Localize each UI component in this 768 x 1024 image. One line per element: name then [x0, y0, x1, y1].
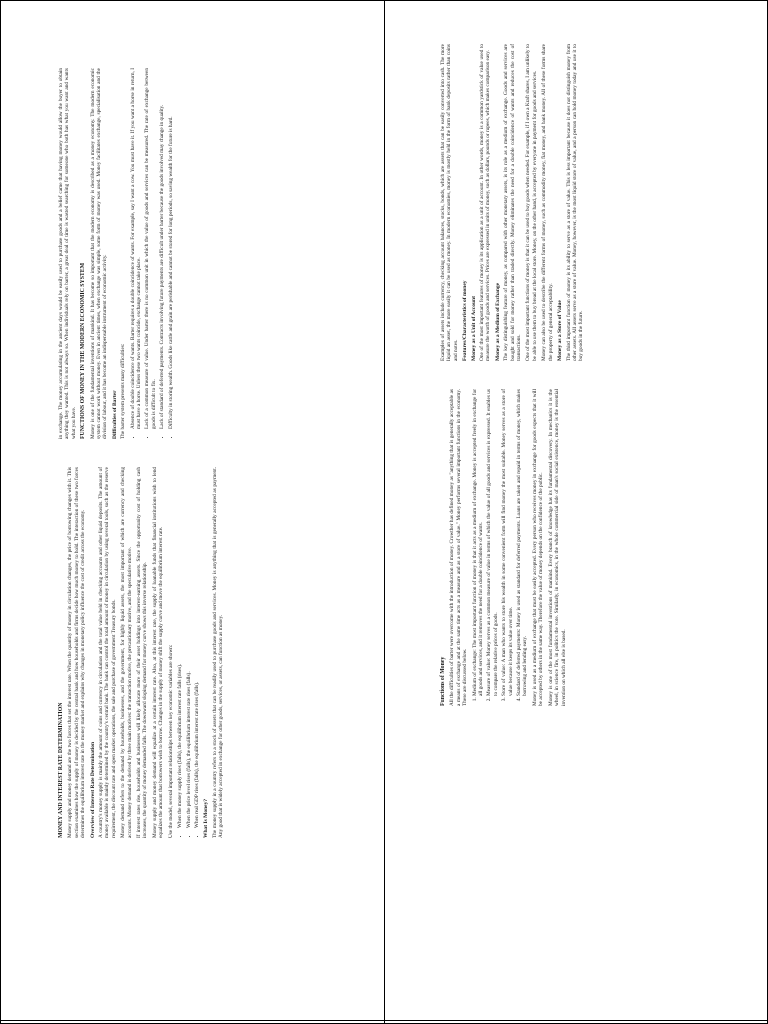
paragraph: The barter system presents many difficulties:: [120, 343, 127, 439]
page-divider-horizontal: [0, 1020, 768, 1021]
right-page-column-1: [440, 389, 730, 706]
paragraph: in exchange. The money accumulating in the ancient days would be easily used to purchase goods and a belief came that having money would allow the buyer to obtain anything they wanted. This is not always so. When individuals rely on barter, a great deal of time is wasted searching for someone who both has what you want and wants what you have.: [58, 68, 77, 439]
numbered-list: [472, 389, 529, 706]
paragraph: Money can also be used to describe the different forms of money, such as commodity money, fiat money, and bank money. All of these forms share the property of general acceptability.: [541, 44, 554, 361]
list-item: 3. Store of value: A man who wants to store his wealth in some convenient form will find money the most suitable. Money serves as a store of value because it keeps its value over time.: [501, 389, 514, 696]
right-page-column-2: [440, 44, 730, 361]
list-item: • When the price level rises (falls), the equilibrium interest rate rises (falls).: [186, 467, 192, 828]
paragraph: A country's money supply is mainly the amount of coins and currency in circulation and the total value held in checking accounts and other liquid deposits. The amount of money available is mainly determined by the country's central bank. The bank can control the total amount of money in circulation by using several tools, such as the reserve requirement, the discount rate and open market operations, the sale and purchase of government Treasury bonds.: [98, 467, 117, 838]
list-item: • Lack of standard of deferred payments. Contracts involving future payments are difficult under barter because the goods involved may change in quality.: [159, 68, 165, 429]
page-divider-vertical: [384, 0, 385, 1024]
paragraph: Use the model, several important relationships between key economic variables are shown:: [167, 644, 174, 838]
section-heading: FUNCTIONS OF MONEY IN THE MODERN ECONOMIC SYSTEM: [80, 262, 87, 439]
paragraph: Money demand refers to the demand by households, businesses, and the government, for highly liquid assets, the most important of which are currency and checking accounts. Money demand is derived by three main motives: the transaction motive, the precautionary motive, and the speculative motive.: [120, 467, 133, 838]
list-item: • Absence of double coincidence of wants. Barter requires a double coincidence of wants. For example, say I want a cow. You must have it. If you want a horse in return, I must have a horse. Unless these two wants coincide, exchange cannot take place.: [130, 68, 143, 429]
section-heading: MONEY AND INTEREST RATE DETERMINATION: [58, 702, 64, 838]
paragraph: Money supply and money demand will equalize at a certain interest rate. Also, at this interest rate, the supply of loanable funds that financial institutions wish to lend equalizes the amount that borrowers wish to borrow. Changes in the supply of money shift the supply curve and move the equilibrium interest rate.: [151, 467, 165, 838]
list-item: • Lack of a common measure of value. Under barter there is no common unit in which the value of goods and services can be measured. The rate of exchange between goods is difficult to fix.: [144, 68, 157, 429]
paragraph: Money supply and money demand are the two forces that set the interest rate. When the quantity of money in circulation changes, the price of borrowing changes with it. This section examines how the supply of money is decided by the central bank and how households and firms decide how much money to hold. The interaction of these two forces determines the equilibrium interest rate in the money market and explains why changes in monetary policy influence the cost of credit across the economy.: [67, 467, 87, 838]
subheading: Difficulties of Barter: [111, 390, 118, 439]
subheading: Money as a Unit of Account: [470, 296, 477, 361]
list-item: • Difficulty in storing wealth. Goods like cattle and grain are perishable and cannot be stored for long periods, so saving wealth for the future is hard.: [168, 68, 174, 429]
paragraph: The key distinguishing feature of money, as compared with other monetary assets, is its role as a medium of exchange. Goods and services are bought and sold for money rather than traded directly. Money eliminates the need for a double coincidence of wants and reduces the cost of transactions.: [503, 44, 523, 361]
paragraph: The money supply in a country refers to a stock of assets that can be readily used to purchase goods and services. Money is anything that is generally accepted as payment. Any good that is widely accepted in exchange for other goods, services, or assets, can function as money.: [211, 467, 225, 838]
section-heading: Functions of Money: [440, 656, 446, 706]
paragraph: If interest rates rise, households and businesses will likely allocate more of their asset holdings into interest-earning assets. Since the opportunity cost of holding cash increases, the quantity of money demanded falls. The downward sloping demand for money curve shows this inverse relationship.: [136, 467, 149, 838]
paragraph: Money is used as a medium of exchange that must be easily accepted. Every person who receives money in exchange for goods expects that it will be accepted by others in the same way. Therefore the value of money depends on the confidence of the public.: [531, 389, 545, 706]
left-page-column-1: [58, 467, 363, 838]
list-item: 1. Medium of exchange: The most important function of money is that it acts as a medium of exchange. Money is accepted freely in exchange for all goods and services, and it removes the need for a double coincidence of wants.: [472, 389, 485, 696]
subheading: What Is Money?: [203, 798, 210, 838]
left-page: [58, 68, 363, 838]
paragraph: Money is one of the fundamental inventions of mankind. It has become so important that the modern economy is described as a money economy. The modern economic system cannot work without money. Even in ancient times, when exchange was simple, some form of money was used. Money facilitates exchange, specialisation and the division of labour, and it has become an indispensable instrument of economic activity.: [89, 68, 109, 439]
left-page-column-2: [58, 68, 363, 439]
subheading: Overview of Interest Rate Determination: [89, 741, 96, 838]
bullet-list: [177, 467, 200, 838]
paragraph: One of the most important functions of money is that it can be used to buy goods when needed. For example, if I own a Kraft shares, I am unlikely to be able to use them to buy bread at the local store. Money, on the other hand, is accepted by everyone in payment for goods and services.: [525, 44, 538, 361]
paragraph: Examples of assets include currency, checking account balances, stocks, bonds, which are assets that can be easily converted into cash. The more liquid an asset, the more easily it can be used as money. In modern economies, money is mostly held in the form of bank deposits rather than coins and notes.: [440, 44, 459, 361]
subheading: Features/Characteristics of money: [462, 280, 469, 361]
paragraph: The third important function of money is its ability to serve as a store of value. This is less important because it does not distinguish money from other assets. All assets serve as a store of value. Money, however, is the most liquid store of value, and a person can hold money today and use it to buy goods in the future.: [565, 44, 585, 361]
list-item: 2. Measure of value: Money serves as a common measure of value in terms of which the value of all goods and services is expressed. It enables us to compare the relative prices of goods.: [486, 389, 499, 696]
paragraph: All the difficulties of barter were overcome with the introduction of money. Crowther has defined money as "anything that is generally acceptable as a means of exchange and at the same time acts as a measure and as a store of value." Money performs several important functions in the economy. These are discussed below.: [449, 389, 469, 706]
list-item: 4. Standard of deferred payments: Money is used as standard for deferred payments. Loans are taken and repaid in terms of money, which makes borrowing and lending easy.: [516, 389, 529, 696]
list-item: • When the money supply rises (falls), the equilibrium interest rate falls (rises).: [177, 467, 183, 828]
right-page: [440, 44, 730, 706]
subheading: Money as a Medium of Exchange: [494, 282, 501, 361]
paragraph: Money is one of the most fundamental inventions of mankind. Every branch of knowledge has its fundamental discovery. In mechanics it is the wheel, in science fire, in politics the vote. Similarly, in economics, in the whole commercial side of man's social existence, money is the essential invention on which all else is based.: [547, 389, 567, 706]
subheading: Money as a Store of Value: [557, 300, 564, 361]
paragraph: One of the most important features of money is its application as a unit of account. In other words, money is a common yardstick of value used to measure the worth of goods and services. Prices are expressed in units of money, such as dollars, pounds or rupees, which makes comparison easy.: [479, 44, 492, 361]
bullet-list: [130, 68, 174, 439]
list-item: • When real GDP rises (falls), the equilibrium interest rate rises (falls).: [194, 467, 200, 828]
